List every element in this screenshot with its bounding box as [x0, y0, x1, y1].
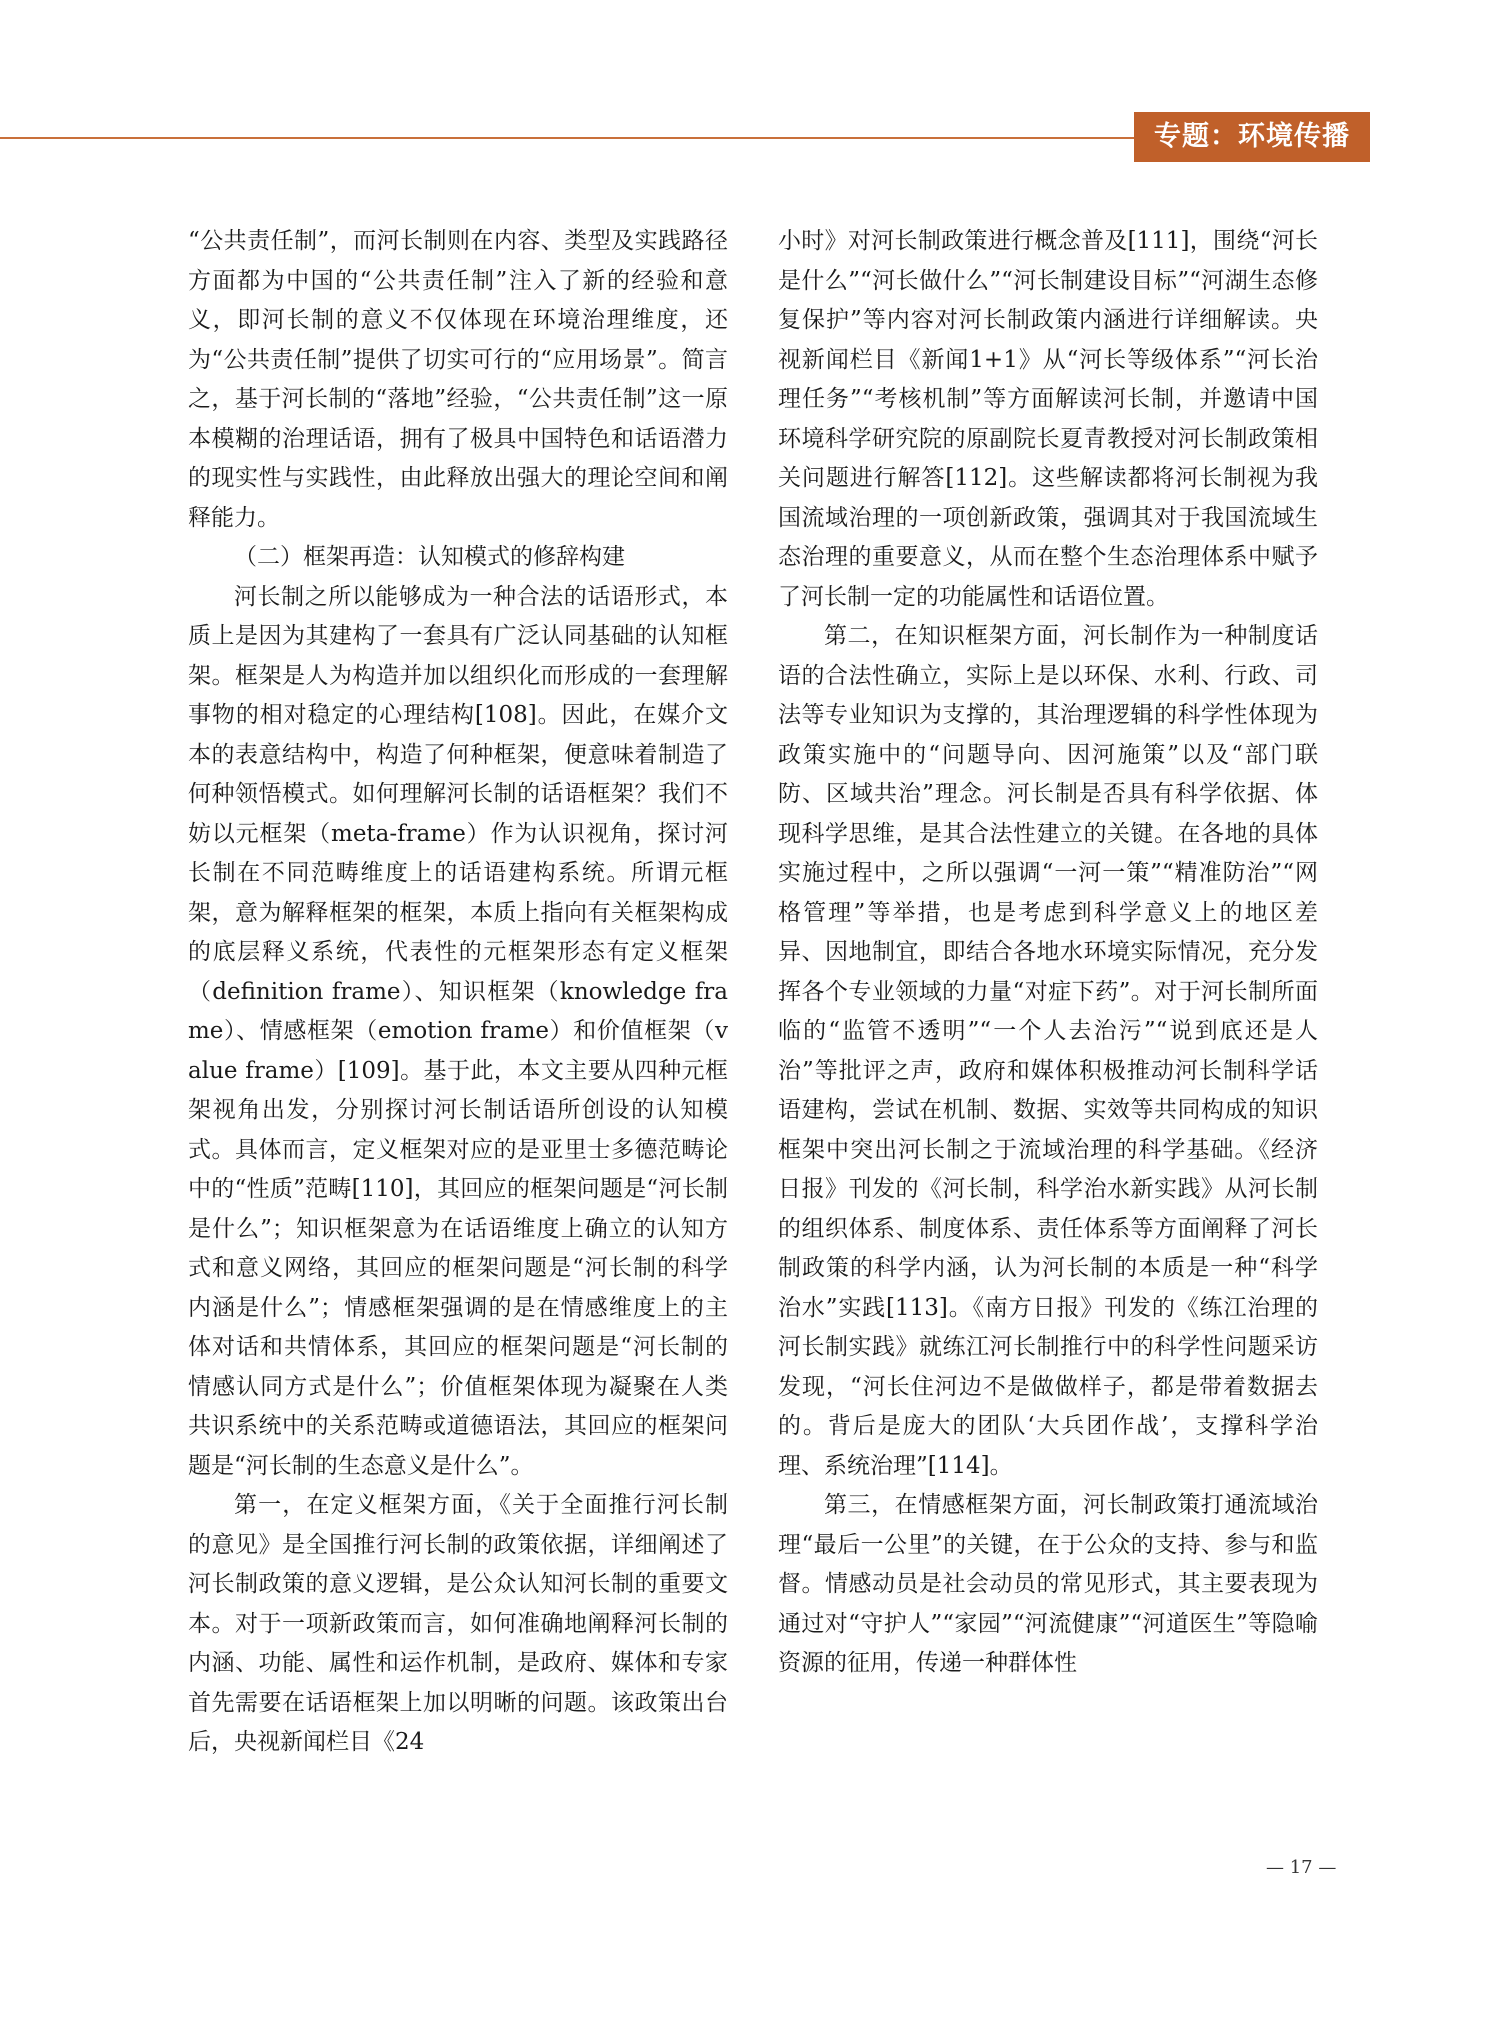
paragraph: 第三，在情感框架方面，河长制政策打通流域治理“最后一公里”的关键，在于公众的支持、参与和监督。情感动员是社会动员的常见形式，其主要表现为通过对“守护人”“家园”“河流健康”“河道医生”等隐喻资源的征用，传递一种群体性: [778, 1492, 1318, 1676]
paragraph: “公共责任制”，而河长制则在内容、类型及实践路径方面都为中国的“公共责任制”注入了新的经验和意义，即河长制的意义不仅体现在环境治理维度，还为“公共责任制”提供了切实可行的“应用场景”。简言之，基于河长制的“落地”经验，“公共责任制”这一原本模糊的治理话语，拥有了极具中国特色和话语潜力的现实性与实践性，由此释放出强大的理论空间和阐释能力。: [188, 228, 728, 531]
section-subheading: （二）框架再造：认知模式的修辞构建: [234, 544, 625, 570]
paragraph: 第一，在定义框架方面，《关于全面推行河长制的意见》是全国推行河长制的政策依据，详细阐述了河长制政策的意义逻辑，是公众认知河长制的重要文本。对于一项新政策而言，如何准确地阐释河长制的内涵、功能、属性和运作机制，是政府、媒体和专家首先需要在话语框架上加以明晰的问题。该政策出台后，央视新闻栏目《24: [188, 1492, 728, 1755]
section-badge: 专题：环境传播: [1134, 112, 1370, 162]
header-rule: [0, 137, 1134, 139]
paragraph: 小时》对河长制政策进行概念普及[111]，围绕“河长是什么”“河长做什么”“河长制建设目标”“河湖生态修复保护”等内容对河长制政策内涵进行详细解读。央视新闻栏目《新闻1+1》从“河长等级体系”“河长治理任务”“考核机制”等方面解读河长制，并邀请中国环境科学研究院的原副院长夏青教授对河长制政策相关问题进行解答[112]。这些解读都将河长制视为我国流域治理的一项创新政策，强调其对于我国流域生态治理的重要意义，从而在整个生态治理体系中赋予了河长制一定的功能属性和话语位置。: [778, 228, 1318, 610]
paragraph: 第二，在知识框架方面，河长制作为一种制度话语的合法性确立，实际上是以环保、水利、行政、司法等专业知识为支撑的，其治理逻辑的科学性体现为政策实施中的“问题导向、因河施策”以及“部门联防、区域共治”理念。河长制是否具有科学依据、体现科学思维，是其合法性建立的关键。在各地的具体实施过程中，之所以强调“一河一策”“精准防治”“网格管理”等举措，也是考虑到科学意义上的地区差异、因地制宜，即结合各地水环境实际情况，充分发挥各个专业领域的力量“对症下药”。对于河长制所面临的“监管不透明”“一个人去治污”“说到底还是人治”等批评之声，政府和媒体积极推动河长制科学话语建构，尝试在机制、数据、实效等共同构成的知识框架中突出河长制之于流域治理的科学基础。《经济日报》刊发的《河长制，科学治水新实践》从河长制的组织体系、制度体系、责任体系等方面阐释了河长制政策的科学内涵，认为河长制的本质是一种“科学治水”实践[113]。《南方日报》刊发的《练江治理的河长制实践》就练江河长制推行中的科学性问题采访发现，“河长住河边不是做做样子，都是带着数据去的。背后是庞大的团队‘大兵团作战’，支撑科学治理、系统治理”[114]。: [778, 623, 1318, 1479]
left-column: [188, 222, 728, 1763]
paragraph: 河长制之所以能够成为一种合法的话语形式，本质上是因为其建构了一套具有广泛认同基础的认知框架。框架是人为构造并加以组织化而形成的一套理解事物的相对稳定的心理结构[108]。因此，在媒介文本的表意结构中，构造了何种框架，便意味着制造了何种领悟模式。如何理解河长制的话语框架？我们不妨以元框架（meta-frame）作为认识视角，探讨河长制在不同范畴维度上的话语建构系统。所谓元框架，意为解释框架的框架，本质上指向有关框架构成的底层释义系统，代表性的元框架形态有定义框架（definition frame）、知识框架（knowledge frame）、情感框架（emotion frame）和价值框架（value frame）[109]。基于此，本文主要从四种元框架视角出发，分别探讨河长制话语所创设的认知模式。具体而言，定义框架对应的是亚里士多德范畴论中的“性质”范畴[110]，其回应的框架问题是“河长制是什么”；知识框架意为在话语维度上确立的认知方式和意义网络，其回应的框架问题是“河长制的科学内涵是什么”；情感框架强调的是在情感维度上的主体对话和共情体系，其回应的框架问题是“河长制的情感认同方式是什么”；价值框架体现为凝聚在人类共识系统中的关系范畴或道德语法，其回应的框架问题是“河长制的生态意义是什么”。: [188, 583, 728, 1479]
page-number: — 17 —: [1266, 1857, 1337, 1878]
right-column: [778, 222, 1318, 1684]
